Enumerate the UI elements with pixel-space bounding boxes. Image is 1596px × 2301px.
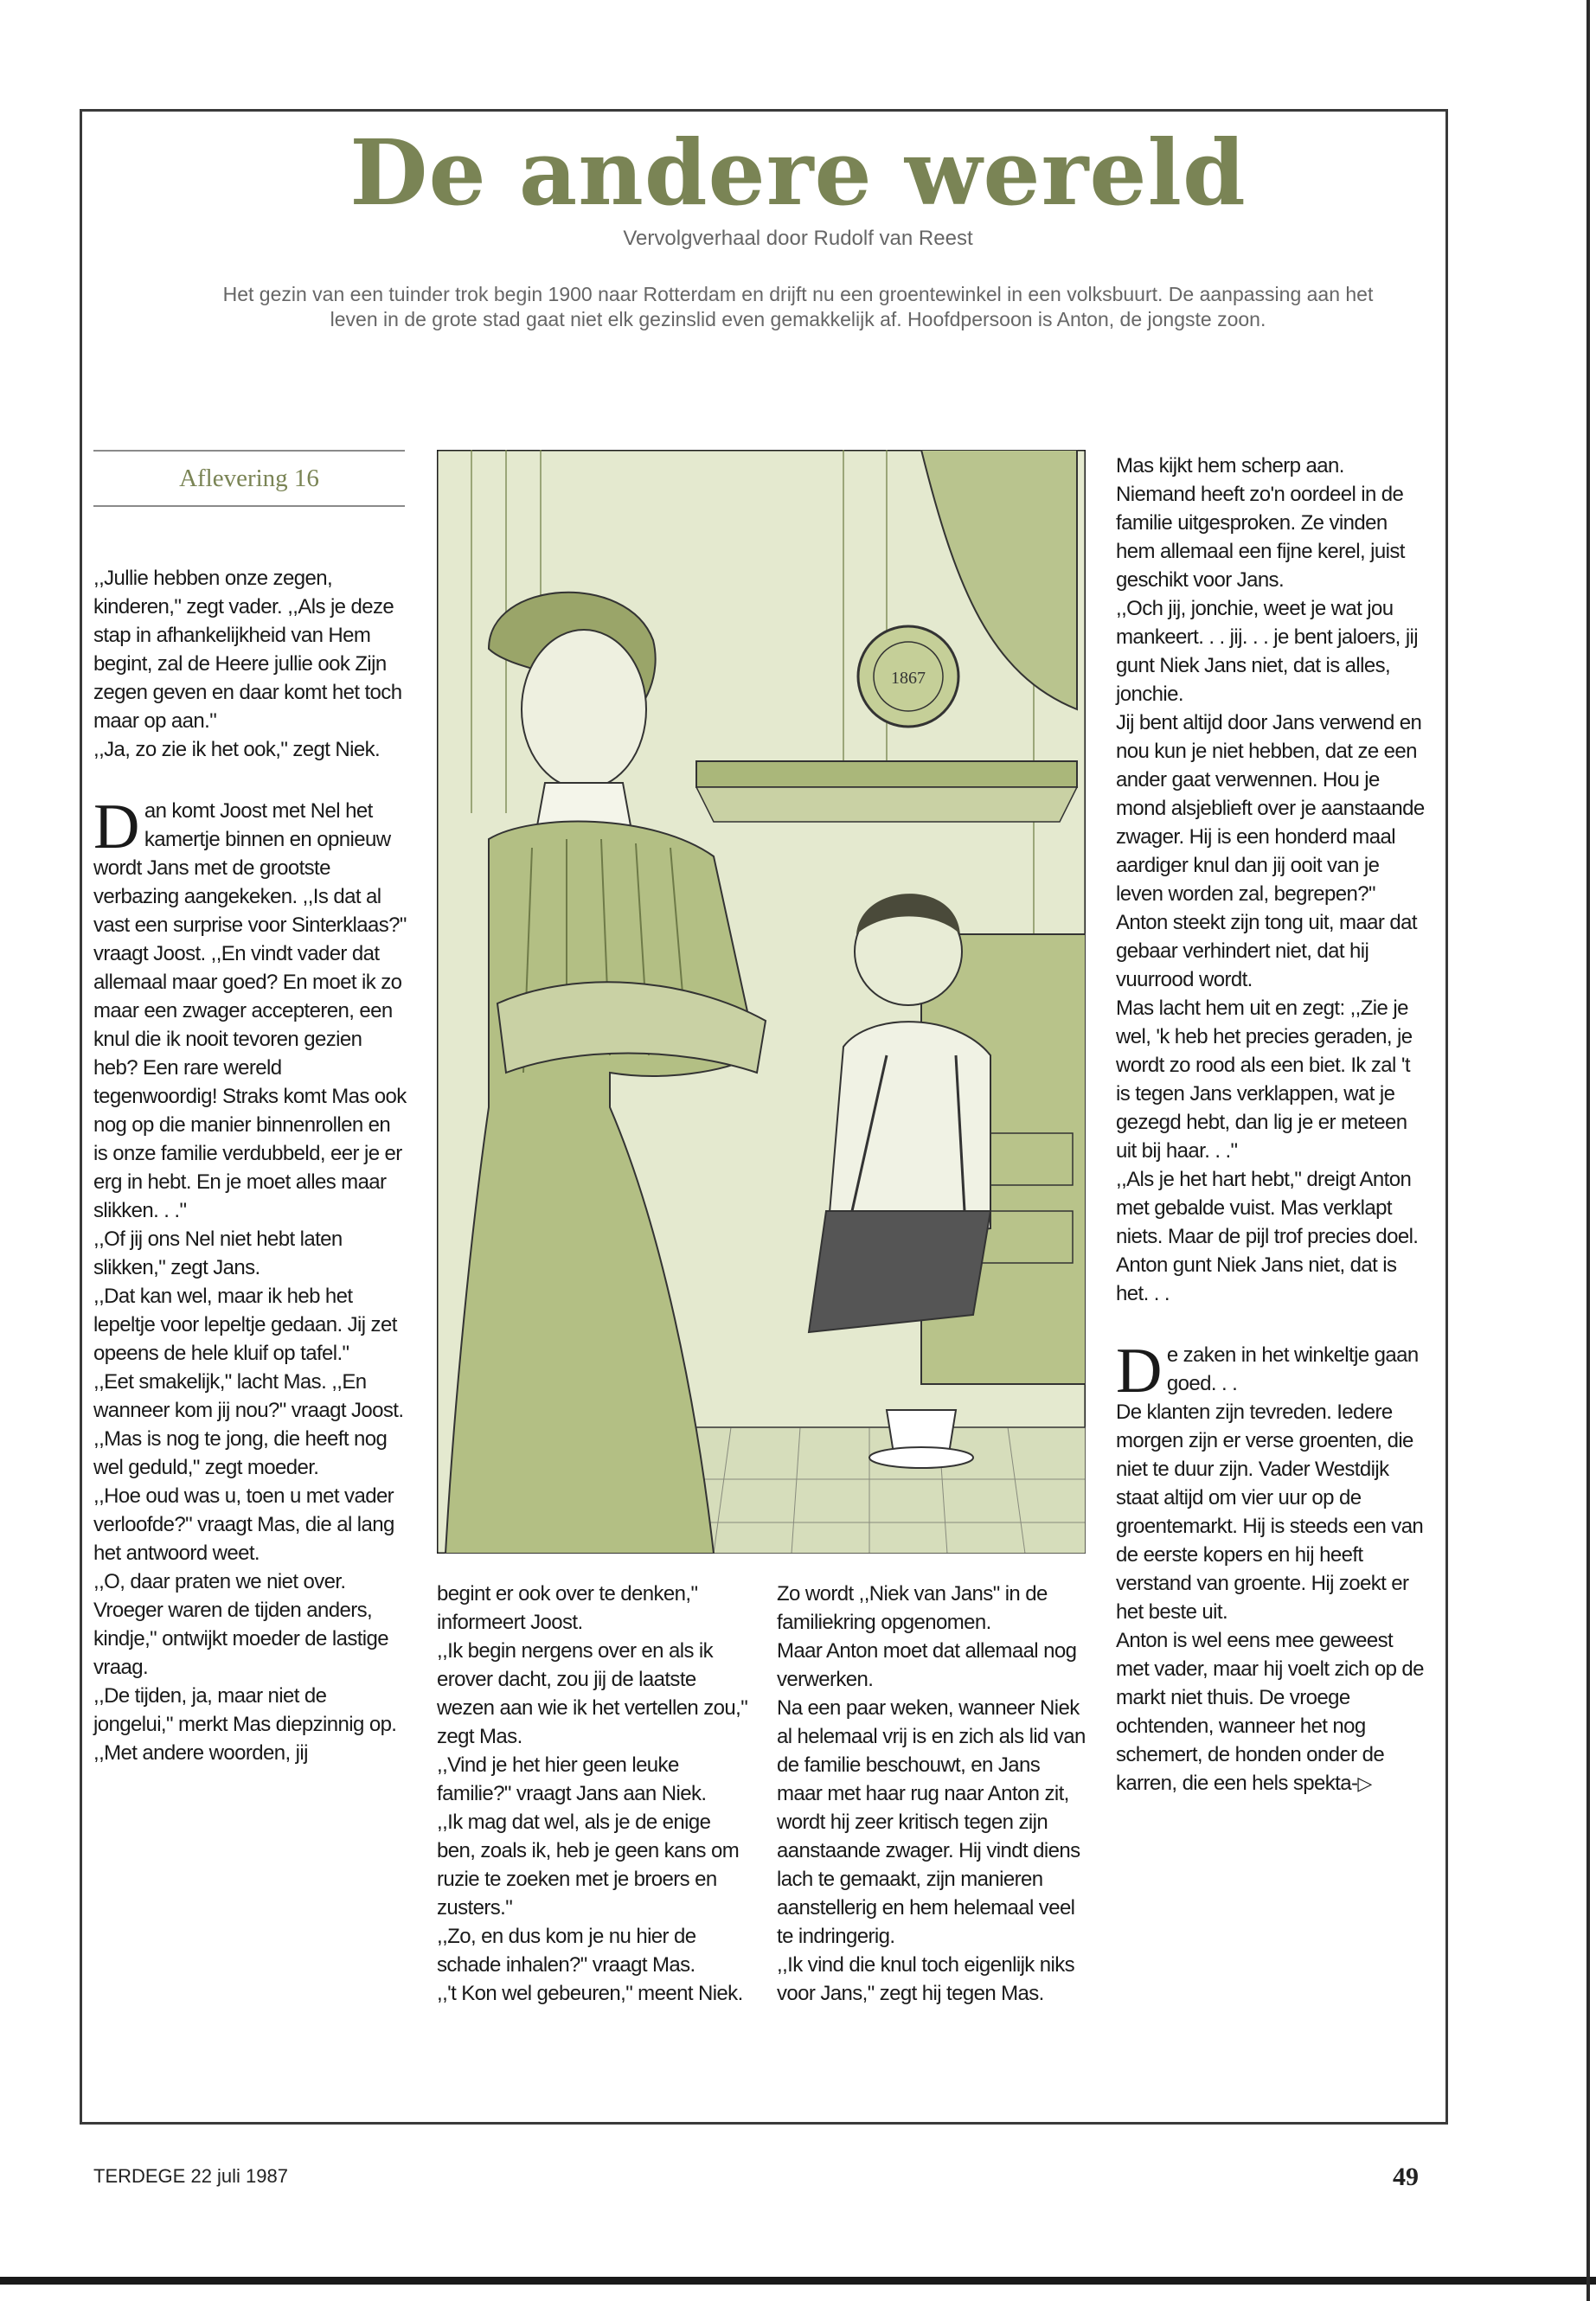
paragraph: ,,Jullie hebben onze zegen, kinderen," zegt vader. ,,Als je deze stap in afhankelijkheid van Hem begint, zal de Heere jullie ook Zijn zegen geven en daar komt het toch maar op aan.": [93, 567, 402, 733]
paragraph: Jij bent altijd door Jans verwend en nou kun je niet hebben, dat ze een ander gaat verwennen. Hou je mond alsjeblieft over je aanstaande zwager. Hij is een honderd maal aardiger knul dan jij ooit van je leven worden zal, begrepen?": [1116, 711, 1425, 906]
article-byline: Vervolgverhaal door Rudolf van Reest: [623, 227, 973, 250]
article-title: De andere wereld: [349, 119, 1247, 226]
paragraph: ,,Of jij ons Nel niet hebt laten slikken," zegt Jans.: [93, 1227, 343, 1279]
paragraph: ,,Och jij, jonchie, weet je wat jou mankeert. . . jij. . . je bent jaloers, jij gunt Niek Jans niet, dat is alles, jonchie.: [1116, 597, 1419, 706]
paragraph: De zaken in het winkeltje gaan goed. . .: [1116, 1336, 1419, 1407]
episode-label: Aflevering 16: [93, 450, 405, 507]
page-number: 49: [1393, 2163, 1419, 2191]
publication-info: TERDEGE 22 juli 1987: [93, 2165, 288, 2187]
continue-arrow-icon: ▷: [1357, 1772, 1372, 1794]
paragraph: ,,Vind je het hier geen leuke familie?" vraagt Jans aan Niek.: [437, 1753, 707, 1805]
paragraph: ,,Ja, zo zie ik het ook," zegt Niek.: [93, 738, 381, 761]
paragraph: Na een paar weken, wanneer Niek al helemaal vrij is en zich als lid van de familie beschouwt, en Jans maar met haar rug naar Anton zit, wordt hij zeer kritisch tegen zijn aanstaande zwager. Hij vindt diens lach te gemaakt, zijn manieren aanstellerig en hem helemaal veel te indringerig.: [777, 1696, 1086, 1948]
text-column-2: [437, 1580, 748, 2008]
paragraph: Anton steekt zijn tong uit, maar dat gebaar verhindert niet, dat hij vuurrood wordt.: [1116, 911, 1417, 991]
paragraph: ,,Ik mag dat wel, als je de enige ben, zoals ik, heb je geen kans om ruzie te zoeken met je broers en zusters.": [437, 1811, 740, 1920]
drop-cap: D: [93, 792, 139, 862]
paragraph: Zo wordt ,,Niek van Jans" in de familiekring opgenomen.: [777, 1582, 1048, 1634]
drop-cap: D: [1116, 1336, 1162, 1407]
paragraph: Mas kijkt hem scherp aan. Niemand heeft zo'n oordeel in de familie uitgesproken. Ze vinden hem allemaal een fijne kerel, juist geschikt voor Jans.: [1116, 454, 1405, 592]
text-column-1: [93, 564, 407, 1767]
paragraph: Maar Anton moet dat allemaal nog verwerken.: [777, 1639, 1077, 1691]
text-column-4: [1116, 452, 1426, 1798]
paragraph: ,,De tijden, ja, maar niet de jongelui," merkt Mas diepzinnig op.: [93, 1684, 397, 1736]
paragraph: ,,'t Kon wel gebeuren," meent Niek.: [437, 1982, 743, 2005]
paragraph: ,,Ik vind die knul toch eigenlijk niks voor Jans," zegt hij tegen Mas.: [777, 1953, 1075, 2005]
right-border: [1586, 0, 1590, 2301]
bottom-border: [0, 2277, 1596, 2285]
woman-face: [522, 630, 646, 789]
paragraph: De klanten zijn tevreden. Iedere morgen zijn er verse groenten, die niet te duur zijn. Vader Westdijk staat altijd om vier uur op de groentemarkt. Hij is steeds een van de eerste kopers en hij heeft verstand van groente. Hij zoekt er het beste uit.: [1116, 1400, 1424, 1624]
paragraph: Mas lacht hem uit en zegt: ,,Zie je wel, 'k heb het precies geraden, je wordt zo rood als een biet. Ik zal 't is tegen Jans verklappen, wat je gezegd hebt, dan lig je er meteen uit bij haar. . .": [1116, 997, 1413, 1163]
paragraph: Anton is wel eens mee geweest met vader, maar hij voelt zich op de markt niet thuis. De vroege ochtenden, wanneer het nog schemert, de honden onder de karren, die een hels spekta-▷: [1116, 1626, 1426, 1798]
paragraph: ,,Zo, en dus kom je nu hier de schade inhalen?" vraagt Mas.: [437, 1925, 696, 1977]
paragraph: ,,Dat kan wel, maar ik heb het lepeltje voor lepeltje gedaan. Jij zet opeens de hele kluif op tafel.": [93, 1285, 397, 1365]
paragraph: ,,Ik begin nergens over en als ik erover dacht, zou jij de laatste wezen aan wie ik het vertellen zou," zegt Mas.: [437, 1639, 748, 1748]
paragraph: ,,Mas is nog te jong, die heeft nog wel geduld," zegt moeder.: [93, 1427, 388, 1479]
paragraph: Dan komt Joost met Nel het kamertje binnen en opnieuw wordt Jans met de grootste verbazing aangekeken. ,,Is dat al vast een surprise voor Sinterklaas?" vraagt Joost. ,,En vindt vader dat allemaal maar goed? En moet ik zo maar een zwager accepteren, een knul die ik nooit tevoren gezien heb? Een rare wereld tegenwoordig! Straks komt Mas ook nog op die manier binnenrollen en is onze familie verdubbeld, eer je er erg in hebt. En je moet alles maar slikken. . .": [93, 792, 407, 1222]
paragraph: begint er ook over te denken," informeert Joost.: [437, 1582, 698, 1634]
paragraph: ,,Eet smakelijk," lacht Mas. ,,En wanneer kom jij nou?" vraagt Joost.: [93, 1370, 404, 1422]
paragraph: ,,Als je het hart hebt," dreigt Anton met gebalde vuist. Mas verklapt niets. Maar de pijl trof precies doel.: [1116, 1168, 1419, 1248]
text-column-3: [777, 1580, 1088, 2008]
story-illustration: [437, 450, 1086, 1554]
paragraph: Anton gunt Niek Jans niet, dat is het. . .: [1116, 1253, 1397, 1305]
article-intro: Het gezin van een tuinder trok begin 1900 naar Rotterdam en drijft nu een groentewinkel in een volksbuurt. De aanpassing aan het leven in de grote stad gaat niet elk gezinslid even gemakkelijk af. Hoofdpersoon is Anton, de jongste zoon.: [222, 283, 1374, 330]
paragraph: ,,O, daar praten we niet over. Vroeger waren de tijden anders, kindje," ontwijkt moeder de lastige vraag.: [93, 1570, 389, 1679]
paragraph: ,,Met andere woorden, jij: [93, 1741, 308, 1765]
plate-monogram: 1867: [891, 669, 926, 688]
paragraph: ,,Hoe oud was u, toen u met vader verloofde?" vraagt Mas, die al lang het antwoord weet.: [93, 1484, 394, 1565]
